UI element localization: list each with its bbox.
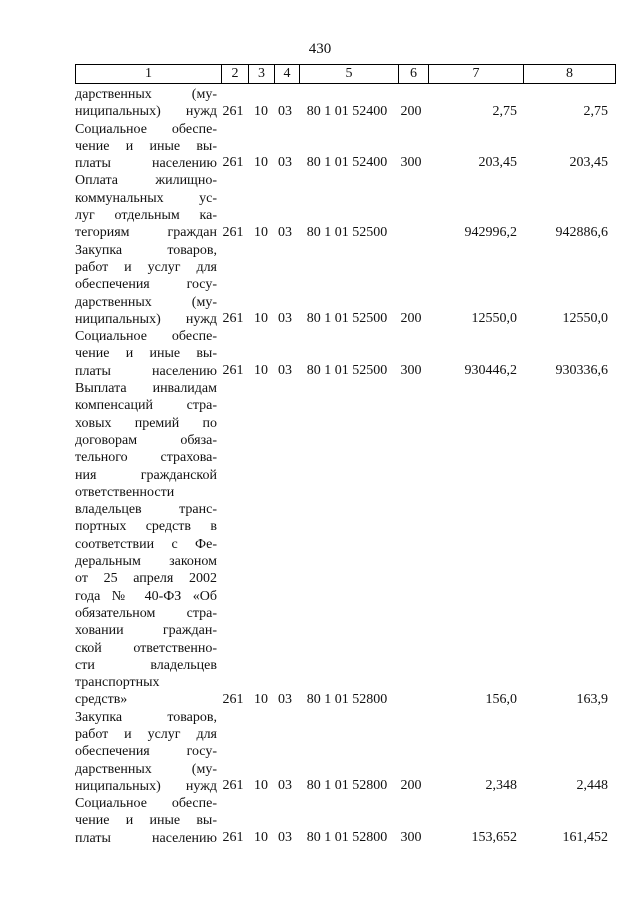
cell-c5: 80 1 01 52500 (306, 311, 388, 327)
cell-c4: 03 (278, 830, 292, 846)
cell-c2: 261 (222, 691, 244, 707)
cell-c3: 10 (254, 830, 268, 846)
cell-c2: 261 (222, 830, 244, 846)
header-col-2: 2 (221, 65, 248, 83)
cell-c3: 10 (254, 691, 268, 707)
cell-c3: 10 (254, 103, 268, 119)
cell-c7: 156,0 (485, 691, 517, 707)
header-col-6: 6 (398, 65, 428, 83)
cell-c7: 153,652 (471, 830, 517, 846)
cell-c3: 10 (254, 363, 268, 379)
row-values (75, 829, 616, 847)
row-values (75, 691, 616, 709)
table-row (75, 795, 616, 847)
row-description: Социальное обеспе- чение и иные вы- платы населению (75, 329, 217, 379)
cell-c5: 80 1 01 52500 (306, 363, 388, 379)
row-description: Оплата жилищно- коммунальных ус- луг отдельным ка- тегориям граждан (75, 173, 217, 241)
header-col-8: 8 (523, 65, 615, 83)
cell-c7: 2,75 (492, 103, 517, 119)
cell-c6: 200 (400, 311, 422, 327)
cell-c6: 300 (400, 830, 422, 846)
cell-c8: 2,448 (576, 778, 608, 794)
cell-c7: 12550,0 (471, 311, 517, 327)
row-description: Выплата инвалидам компенсаций стра- ховых премий по договорам обяза- тельного страхова- ния гражданской ответственности владельцев транс- портных средств в соответствии с Фе- деральным законом от 25 апреля 2002 года № 40-ФЗ «Об обязательном стра- ховании граждан- ской ответственно- сти владельцев транспортных средств» (75, 381, 217, 708)
cell-c3: 10 (254, 311, 268, 327)
cell-c2: 261 (222, 363, 244, 379)
cell-c4: 03 (278, 311, 292, 327)
cell-c8: 930336,6 (555, 363, 608, 379)
table-row (75, 242, 616, 328)
row-values (75, 154, 616, 172)
cell-c5: 80 1 01 52800 (306, 691, 388, 707)
cell-c7: 203,45 (478, 155, 517, 171)
cell-c5: 80 1 01 52800 (306, 778, 388, 794)
header-col-1: 1 (145, 66, 152, 81)
cell-c3: 10 (254, 155, 268, 171)
row-values (75, 103, 616, 121)
table-body (75, 86, 616, 847)
cell-c6: 200 (400, 778, 422, 794)
cell-c8: 2,75 (583, 103, 608, 119)
header-col-3: 3 (248, 65, 274, 83)
cell-c4: 03 (278, 155, 292, 171)
cell-c3: 10 (254, 778, 268, 794)
cell-c3: 10 (254, 224, 268, 240)
cell-c4: 03 (278, 103, 292, 119)
cell-c8: 942886,6 (555, 224, 608, 240)
table-row (75, 709, 616, 795)
row-values (75, 224, 616, 242)
cell-c4: 03 (278, 224, 292, 240)
cell-c2: 261 (222, 778, 244, 794)
table-row (75, 380, 616, 709)
page-number: 430 (308, 41, 332, 57)
row-description: Социальное обеспе- чение и иные вы- платы населению (75, 121, 217, 172)
cell-c2: 261 (222, 224, 244, 240)
cell-c5: 80 1 01 52400 (306, 103, 388, 119)
row-values (75, 310, 616, 328)
table-header (75, 64, 616, 84)
cell-c8: 203,45 (569, 155, 608, 171)
table-row (75, 328, 616, 380)
cell-c6: 300 (400, 363, 422, 379)
cell-c5: 80 1 01 52400 (306, 155, 388, 171)
cell-c2: 261 (222, 311, 244, 327)
cell-c8: 12550,0 (562, 311, 608, 327)
row-description: дарственных (му- ниципальных) нужд (75, 87, 217, 120)
row-description: Социальное обеспе- чение и иные вы- платы населению (75, 796, 217, 846)
cell-c5: 80 1 01 52500 (306, 224, 388, 240)
table-row (75, 121, 616, 173)
cell-c8: 163,9 (576, 691, 608, 707)
cell-c6: 300 (400, 155, 422, 171)
cell-c4: 03 (278, 778, 292, 794)
cell-c4: 03 (278, 691, 292, 707)
cell-c2: 261 (222, 155, 244, 171)
row-values (75, 362, 616, 380)
cell-c7: 942996,2 (464, 224, 517, 240)
cell-c8: 161,452 (562, 830, 608, 846)
cell-c4: 03 (278, 363, 292, 379)
cell-c5: 80 1 01 52800 (306, 830, 388, 846)
header-col-4: 4 (274, 65, 299, 83)
row-description: Закупка товаров, работ и услуг для обеспечения госу- дарственных (му- ниципальных) нужд (75, 242, 217, 327)
table-row (75, 172, 616, 241)
header-col-7: 7 (428, 65, 523, 83)
row-description: Закупка товаров, работ и услуг для обеспечения госу- дарственных (му- ниципальных) нужд (75, 709, 217, 794)
header-col-5: 5 (299, 65, 398, 83)
cell-c7: 930446,2 (464, 363, 517, 379)
row-values (75, 777, 616, 795)
table-row (75, 86, 616, 121)
cell-c7: 2,348 (485, 778, 517, 794)
cell-c2: 261 (222, 103, 244, 119)
cell-c6: 200 (400, 103, 422, 119)
